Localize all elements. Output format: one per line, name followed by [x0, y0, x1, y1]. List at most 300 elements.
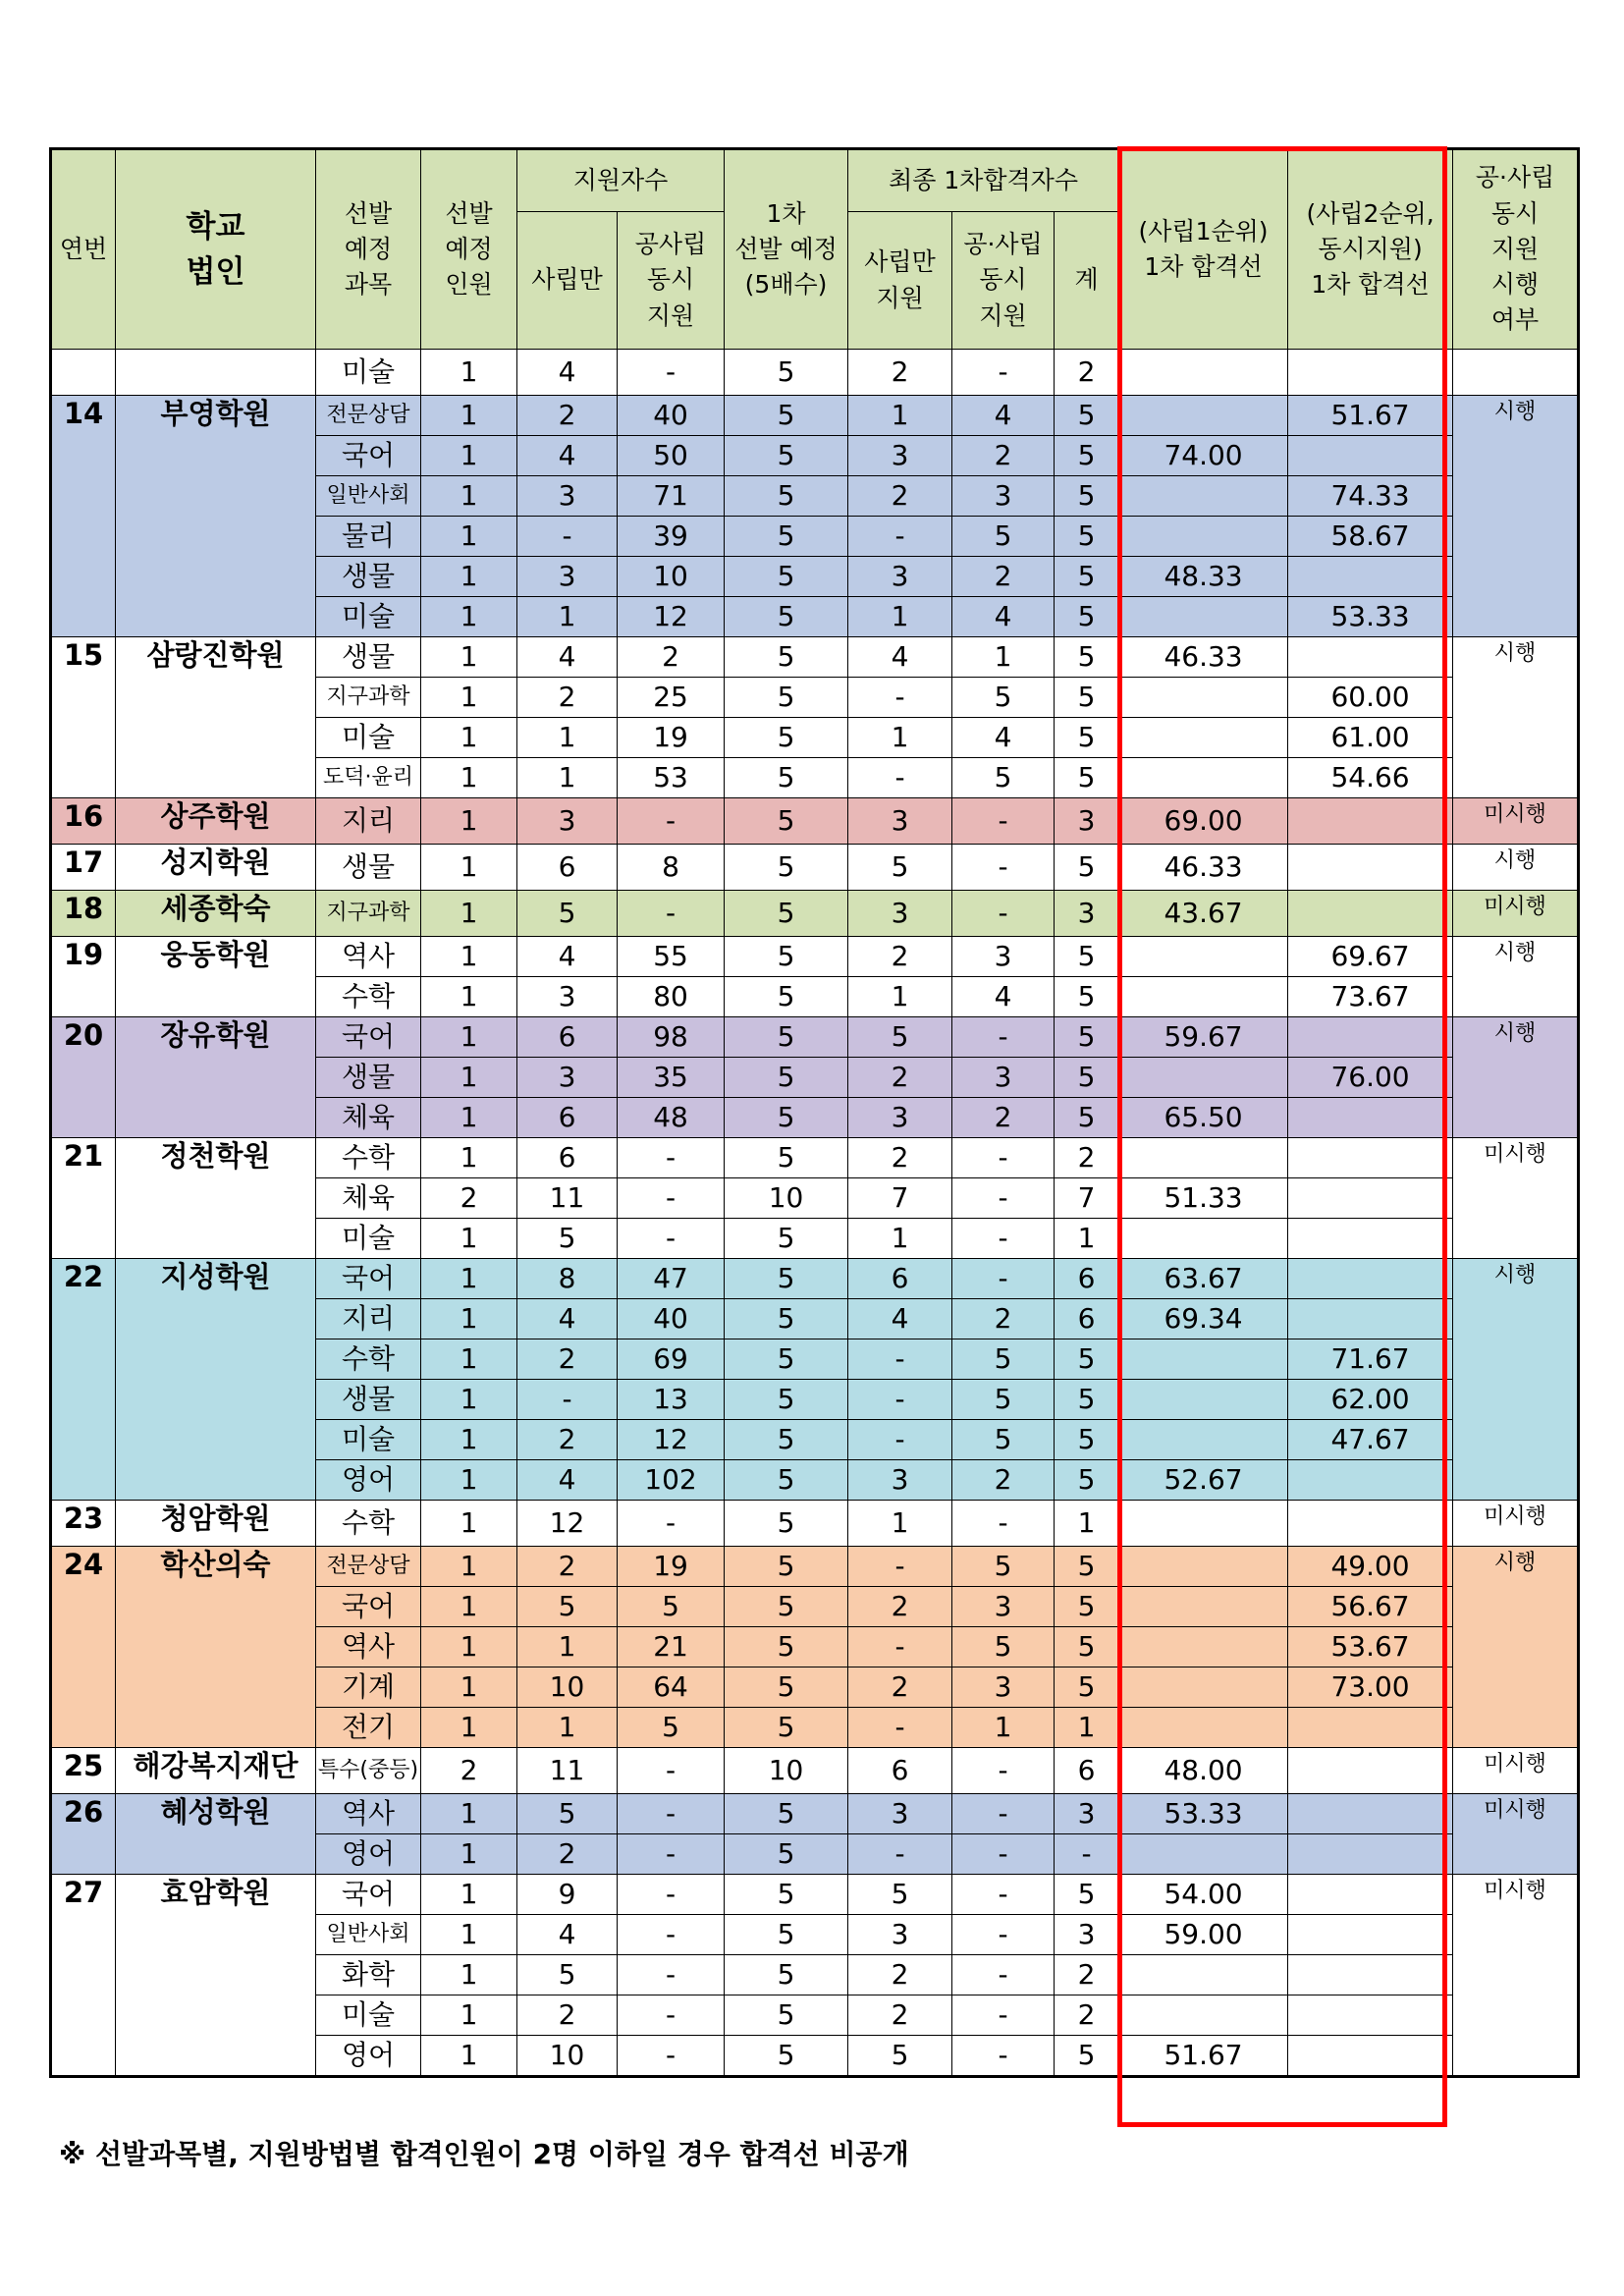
diagonal-slash-cell: [1119, 1955, 1288, 1995]
aj-cell: -: [618, 1794, 725, 1834]
row-number: 15: [51, 637, 116, 798]
quota-cell: 1: [421, 891, 517, 937]
subject-cell: 체육: [316, 1178, 421, 1219]
pp-cell: 6: [848, 1259, 952, 1299]
subject-cell: 생물: [316, 1380, 421, 1420]
pj-cell: 5: [952, 517, 1055, 557]
ap-cell: 12: [517, 1501, 618, 1547]
pp-cell: -: [848, 678, 952, 718]
subject-cell: 생물: [316, 845, 421, 891]
cutoff2-cell: [1288, 1794, 1453, 1834]
table-row: [51, 1259, 1579, 1299]
subject-cell: 생물: [316, 557, 421, 597]
pt-cell: 5: [1055, 2036, 1119, 2077]
pt-cell: 5: [1055, 1339, 1119, 1380]
ap-cell: 1: [517, 597, 618, 637]
ap-cell: 3: [517, 798, 618, 845]
joint-application-status: 시행: [1453, 1017, 1579, 1138]
cutoff1-cell: 51.67: [1119, 2036, 1288, 2077]
pp-cell: -: [848, 1627, 952, 1667]
results-table: [49, 147, 1580, 2078]
ap-cell: 3: [517, 476, 618, 517]
pt-cell: 6: [1055, 1299, 1119, 1339]
row-number: 27: [51, 1875, 116, 2077]
joint-application-status: [1453, 350, 1579, 396]
pj-cell: 5: [952, 1627, 1055, 1667]
diagonal-slash-cell: [1288, 1098, 1453, 1138]
pj-cell: 3: [952, 1667, 1055, 1708]
header-joint-yn: 공·사립 동시 지원 시행 여부: [1453, 149, 1579, 350]
pj-cell: -: [952, 1178, 1055, 1219]
diagonal-slash-cell: [1119, 350, 1288, 396]
pj-cell: 2: [952, 436, 1055, 476]
quota-cell: 1: [421, 436, 517, 476]
aj-cell: -: [618, 1875, 725, 1915]
ap-cell: 4: [517, 1915, 618, 1955]
cutoff2-cell: [1288, 845, 1453, 891]
subject-cell: 지구과학: [316, 678, 421, 718]
pj-cell: 1: [952, 1708, 1055, 1748]
pt-cell: 5: [1055, 597, 1119, 637]
fq-cell: 5: [725, 436, 848, 476]
fq-cell: 5: [725, 1420, 848, 1460]
ap-cell: 2: [517, 1834, 618, 1875]
subject-cell: 지리: [316, 798, 421, 845]
cutoff1-cell: 51.33: [1119, 1178, 1288, 1219]
aj-cell: -: [618, 2036, 725, 2077]
pt-cell: 6: [1055, 1748, 1119, 1794]
fq-cell: 5: [725, 557, 848, 597]
cutoff1-cell: 63.67: [1119, 1259, 1288, 1299]
pt-cell: 6: [1055, 1259, 1119, 1299]
aj-cell: 80: [618, 977, 725, 1017]
school-foundation: 지성학원: [116, 1259, 316, 1501]
pp-cell: 5: [848, 845, 952, 891]
joint-application-status: 시행: [1453, 937, 1579, 1017]
quota-cell: 1: [421, 517, 517, 557]
row-number: 23: [51, 1501, 116, 1547]
aj-cell: 12: [618, 1420, 725, 1460]
pj-cell: -: [952, 1834, 1055, 1875]
cutoff2-cell: [1288, 891, 1453, 937]
aj-cell: 13: [618, 1380, 725, 1420]
quota-cell: 1: [421, 1299, 517, 1339]
cutoff1-cell: 59.00: [1119, 1915, 1288, 1955]
aj-cell: 102: [618, 1460, 725, 1501]
cutoff2-cell: [1288, 1915, 1453, 1955]
cutoff1-cell: 69.34: [1119, 1299, 1288, 1339]
header-pass-total: 계: [1055, 212, 1119, 350]
subject-cell: 미술: [316, 597, 421, 637]
pt-cell: 5: [1055, 1627, 1119, 1667]
cutoff2-cell: [1288, 1875, 1453, 1915]
aj-cell: 5: [618, 1708, 725, 1748]
cutoff2-cell: 53.67: [1288, 1627, 1453, 1667]
fq-cell: 5: [725, 1058, 848, 1098]
fq-cell: 5: [725, 637, 848, 678]
quota-cell: 2: [421, 1178, 517, 1219]
ap-cell: 1: [517, 758, 618, 798]
pt-cell: 5: [1055, 517, 1119, 557]
cutoff2-cell: 49.00: [1288, 1547, 1453, 1587]
pj-cell: 5: [952, 1547, 1055, 1587]
diagonal-slash-cell: [1119, 476, 1288, 517]
joint-application-status: 시행: [1453, 637, 1579, 798]
row-number: 19: [51, 937, 116, 1017]
pj-cell: 2: [952, 1299, 1055, 1339]
fq-cell: 5: [725, 1667, 848, 1708]
quota-cell: 2: [421, 1748, 517, 1794]
pp-cell: 5: [848, 1875, 952, 1915]
ap-cell: 6: [517, 845, 618, 891]
pt-cell: -: [1055, 1834, 1119, 1875]
diagonal-slash-cell: [1288, 436, 1453, 476]
pp-cell: 2: [848, 1058, 952, 1098]
header-cut2: (사립2순위, 동시지원) 1차 합격선: [1288, 149, 1453, 350]
quota-cell: 1: [421, 1219, 517, 1259]
diagonal-slash-cell: [1119, 718, 1288, 758]
pj-cell: -: [952, 1748, 1055, 1794]
fq-cell: 5: [725, 350, 848, 396]
pt-cell: 5: [1055, 436, 1119, 476]
joint-application-status: 미시행: [1453, 891, 1579, 937]
aj-cell: 55: [618, 937, 725, 977]
joint-application-status: 미시행: [1453, 1748, 1579, 1794]
quota-cell: 1: [421, 1955, 517, 1995]
cutoff1-cell: [1119, 758, 1288, 798]
joint-application-status: 미시행: [1453, 1138, 1579, 1259]
school-foundation: 성지학원: [116, 845, 316, 891]
pj-cell: -: [952, 1138, 1055, 1178]
pp-cell: -: [848, 517, 952, 557]
pp-cell: -: [848, 1380, 952, 1420]
ap-cell: 5: [517, 1794, 618, 1834]
cutoff2-cell: [1288, 1219, 1453, 1259]
quota-cell: 1: [421, 1995, 517, 2036]
aj-cell: 19: [618, 718, 725, 758]
diagonal-slash-cell: [1119, 1501, 1288, 1547]
joint-application-status: 시행: [1453, 1259, 1579, 1501]
fq-cell: 5: [725, 1627, 848, 1667]
cutoff1-cell: [1119, 1547, 1288, 1587]
pt-cell: 3: [1055, 891, 1119, 937]
aj-cell: 64: [618, 1667, 725, 1708]
subject-cell: 체육: [316, 1098, 421, 1138]
subject-cell: 화학: [316, 1955, 421, 1995]
pj-cell: 5: [952, 678, 1055, 718]
pp-cell: 2: [848, 1667, 952, 1708]
diagonal-slash-cell: [1119, 937, 1288, 977]
pj-cell: -: [952, 1259, 1055, 1299]
ap-cell: 8: [517, 1259, 618, 1299]
subject-cell: 수학: [316, 1339, 421, 1380]
pj-cell: 3: [952, 1058, 1055, 1098]
fq-cell: 5: [725, 1955, 848, 1995]
aj-cell: 21: [618, 1627, 725, 1667]
subject-cell: 국어: [316, 1875, 421, 1915]
school-foundation: 혜성학원: [116, 1794, 316, 1875]
cutoff2-cell: [1288, 1501, 1453, 1547]
pt-cell: 1: [1055, 1708, 1119, 1748]
pt-cell: 5: [1055, 1098, 1119, 1138]
cutoff1-cell: 54.00: [1119, 1875, 1288, 1915]
pj-cell: -: [952, 1915, 1055, 1955]
pt-cell: 5: [1055, 1875, 1119, 1915]
header-cut1: (사립1순위) 1차 합격선: [1119, 149, 1288, 350]
quota-cell: 1: [421, 1501, 517, 1547]
header-subject: 선발 예정 과목: [316, 149, 421, 350]
pt-cell: 5: [1055, 718, 1119, 758]
cutoff2-cell: 61.00: [1288, 718, 1453, 758]
quota-cell: 1: [421, 1098, 517, 1138]
fq-cell: 5: [725, 2036, 848, 2077]
pj-cell: 2: [952, 1460, 1055, 1501]
subject-cell: 도덕·윤리: [316, 758, 421, 798]
diagonal-slash-cell: [1288, 1299, 1453, 1339]
row-number: 26: [51, 1794, 116, 1875]
table-row: [51, 1017, 1579, 1058]
ap-cell: 2: [517, 1995, 618, 2036]
subject-cell: 미술: [316, 1420, 421, 1460]
aj-cell: -: [618, 1995, 725, 2036]
subject-cell: 영어: [316, 1834, 421, 1875]
pj-cell: 3: [952, 476, 1055, 517]
subject-cell: 국어: [316, 1587, 421, 1627]
pp-cell: 2: [848, 1955, 952, 1995]
pj-cell: -: [952, 845, 1055, 891]
cutoff2-cell: 74.33: [1288, 476, 1453, 517]
row-number: 22: [51, 1259, 116, 1501]
aj-cell: 8: [618, 845, 725, 891]
cutoff1-cell: [1119, 1380, 1288, 1420]
pj-cell: -: [952, 1995, 1055, 2036]
table-row: [51, 1875, 1579, 1915]
pj-cell: 4: [952, 597, 1055, 637]
aj-cell: 35: [618, 1058, 725, 1098]
pp-cell: 4: [848, 637, 952, 678]
aj-cell: 39: [618, 517, 725, 557]
subject-cell: 미술: [316, 1995, 421, 2036]
diagonal-slash-cell: [1119, 1138, 1288, 1178]
pt-cell: 5: [1055, 1058, 1119, 1098]
quota-cell: 1: [421, 1420, 517, 1460]
cutoff2-cell: 56.67: [1288, 1587, 1453, 1627]
table-row: [51, 798, 1579, 845]
pp-cell: 5: [848, 2036, 952, 2077]
ap-cell: 4: [517, 937, 618, 977]
cutoff1-cell: 53.33: [1119, 1794, 1288, 1834]
fq-cell: 5: [725, 891, 848, 937]
aj-cell: 69: [618, 1339, 725, 1380]
aj-cell: 50: [618, 436, 725, 476]
diagonal-slash-cell: [1288, 1708, 1453, 1748]
subject-cell: 수학: [316, 977, 421, 1017]
subject-cell: 국어: [316, 436, 421, 476]
pj-cell: 3: [952, 1587, 1055, 1627]
diagonal-slash-cell: [1119, 597, 1288, 637]
row-number: 18: [51, 891, 116, 937]
aj-cell: -: [618, 1834, 725, 1875]
pt-cell: 5: [1055, 476, 1119, 517]
diagonal-slash-cell: [1288, 637, 1453, 678]
quota-cell: 1: [421, 597, 517, 637]
aj-cell: 2: [618, 637, 725, 678]
fq-cell: 5: [725, 1017, 848, 1058]
header-applicants-joint: 공사립 동시 지원: [618, 212, 725, 350]
quota-cell: 1: [421, 798, 517, 845]
subject-cell: 일반사회: [316, 1915, 421, 1955]
pt-cell: 2: [1055, 1995, 1119, 2036]
subject-cell: 전문상담: [316, 396, 421, 436]
pp-cell: 3: [848, 1098, 952, 1138]
pj-cell: -: [952, 350, 1055, 396]
header-pass-joint: 공·사립 동시 지원: [952, 212, 1055, 350]
pt-cell: 5: [1055, 1380, 1119, 1420]
cutoff2-cell: [1288, 1017, 1453, 1058]
ap-cell: 4: [517, 1299, 618, 1339]
subject-cell: 전문상담: [316, 1547, 421, 1587]
pp-cell: 4: [848, 1299, 952, 1339]
cutoff1-cell: 46.33: [1119, 845, 1288, 891]
aj-cell: 19: [618, 1547, 725, 1587]
aj-cell: 53: [618, 758, 725, 798]
header-first-quota: 1차 선발 예정 (5배수): [725, 149, 848, 350]
quota-cell: 1: [421, 937, 517, 977]
fq-cell: 5: [725, 758, 848, 798]
school-foundation: 장유학원: [116, 1017, 316, 1138]
fq-cell: 5: [725, 845, 848, 891]
pj-cell: 2: [952, 557, 1055, 597]
cutoff1-cell: 59.67: [1119, 1017, 1288, 1058]
table-row: [51, 1547, 1579, 1587]
header-applicants-private: 사립만: [517, 212, 618, 350]
ap-cell: 10: [517, 2036, 618, 2077]
cutoff2-cell: 76.00: [1288, 1058, 1453, 1098]
pp-cell: -: [848, 1339, 952, 1380]
quota-cell: 1: [421, 1259, 517, 1299]
pj-cell: -: [952, 1219, 1055, 1259]
fq-cell: 5: [725, 597, 848, 637]
subject-cell: 생물: [316, 637, 421, 678]
pp-cell: 3: [848, 798, 952, 845]
table-row: [51, 1748, 1579, 1794]
fq-cell: 5: [725, 1380, 848, 1420]
pj-cell: 4: [952, 977, 1055, 1017]
aj-cell: 10: [618, 557, 725, 597]
ap-cell: 2: [517, 678, 618, 718]
aj-cell: -: [618, 350, 725, 396]
quota-cell: 1: [421, 1339, 517, 1380]
quota-cell: 1: [421, 637, 517, 678]
diagonal-slash-cell: [1119, 396, 1288, 436]
ap-cell: 5: [517, 891, 618, 937]
pp-cell: 1: [848, 718, 952, 758]
pj-cell: 5: [952, 1339, 1055, 1380]
pp-cell: 3: [848, 436, 952, 476]
diagonal-slash-cell: [1288, 1460, 1453, 1501]
fq-cell: 10: [725, 1748, 848, 1794]
pp-cell: 2: [848, 350, 952, 396]
cutoff1-cell: [1119, 1420, 1288, 1460]
pp-cell: 7: [848, 1178, 952, 1219]
pp-cell: 5: [848, 1017, 952, 1058]
cutoff1-cell: [1119, 1708, 1288, 1748]
fq-cell: 5: [725, 1219, 848, 1259]
pt-cell: 2: [1055, 350, 1119, 396]
ap-cell: 6: [517, 1017, 618, 1058]
pt-cell: 5: [1055, 758, 1119, 798]
ap-cell: 1: [517, 1627, 618, 1667]
school-foundation: 부영학원: [116, 396, 316, 637]
diagonal-slash-cell: [1119, 977, 1288, 1017]
aj-cell: -: [618, 891, 725, 937]
pj-cell: 1: [952, 637, 1055, 678]
school-foundation: 상주학원: [116, 798, 316, 845]
joint-application-status: 미시행: [1453, 1875, 1579, 2077]
table-row: [51, 1794, 1579, 1834]
school-foundation: 정천학원: [116, 1138, 316, 1259]
cutoff2-cell: 53.33: [1288, 597, 1453, 637]
quota-cell: 1: [421, 678, 517, 718]
aj-cell: -: [618, 1178, 725, 1219]
cutoff2-cell: [1288, 1748, 1453, 1794]
cutoff2-cell: [1288, 1834, 1453, 1875]
cutoff1-cell: [1119, 1834, 1288, 1875]
pp-cell: -: [848, 1834, 952, 1875]
ap-cell: 3: [517, 1058, 618, 1098]
pt-cell: 5: [1055, 937, 1119, 977]
pj-cell: 2: [952, 1098, 1055, 1138]
cutoff2-cell: [1288, 1995, 1453, 2036]
school-foundation: 삼랑진학원: [116, 637, 316, 798]
pp-cell: -: [848, 1708, 952, 1748]
pp-cell: 2: [848, 1587, 952, 1627]
cutoff2-cell: 47.67: [1288, 1420, 1453, 1460]
ap-cell: 3: [517, 977, 618, 1017]
cutoff2-cell: 69.67: [1288, 937, 1453, 977]
aj-cell: 98: [618, 1017, 725, 1058]
fq-cell: 5: [725, 476, 848, 517]
cutoff2-cell: [1288, 350, 1453, 396]
ap-cell: 9: [517, 1875, 618, 1915]
subject-cell: 일반사회: [316, 476, 421, 517]
ap-cell: 10: [517, 1667, 618, 1708]
aj-cell: -: [618, 1955, 725, 1995]
aj-cell: 47: [618, 1259, 725, 1299]
pp-cell: 1: [848, 597, 952, 637]
ap-cell: 2: [517, 1420, 618, 1460]
pj-cell: 5: [952, 758, 1055, 798]
joint-application-status: 미시행: [1453, 1501, 1579, 1547]
ap-cell: 5: [517, 1219, 618, 1259]
row-number: 25: [51, 1748, 116, 1794]
table-row: [51, 1501, 1579, 1547]
cutoff1-cell: [1119, 1339, 1288, 1380]
quota-cell: 1: [421, 557, 517, 597]
pj-cell: -: [952, 1955, 1055, 1995]
pt-cell: 5: [1055, 678, 1119, 718]
aj-cell: -: [618, 1219, 725, 1259]
school-foundation: 웅동학원: [116, 937, 316, 1017]
quota-cell: 1: [421, 758, 517, 798]
pp-cell: 3: [848, 891, 952, 937]
pj-cell: -: [952, 1794, 1055, 1834]
subject-cell: 수학: [316, 1501, 421, 1547]
pp-cell: 2: [848, 1995, 952, 2036]
ap-cell: 11: [517, 1748, 618, 1794]
quota-cell: 1: [421, 845, 517, 891]
quota-cell: 1: [421, 1587, 517, 1627]
